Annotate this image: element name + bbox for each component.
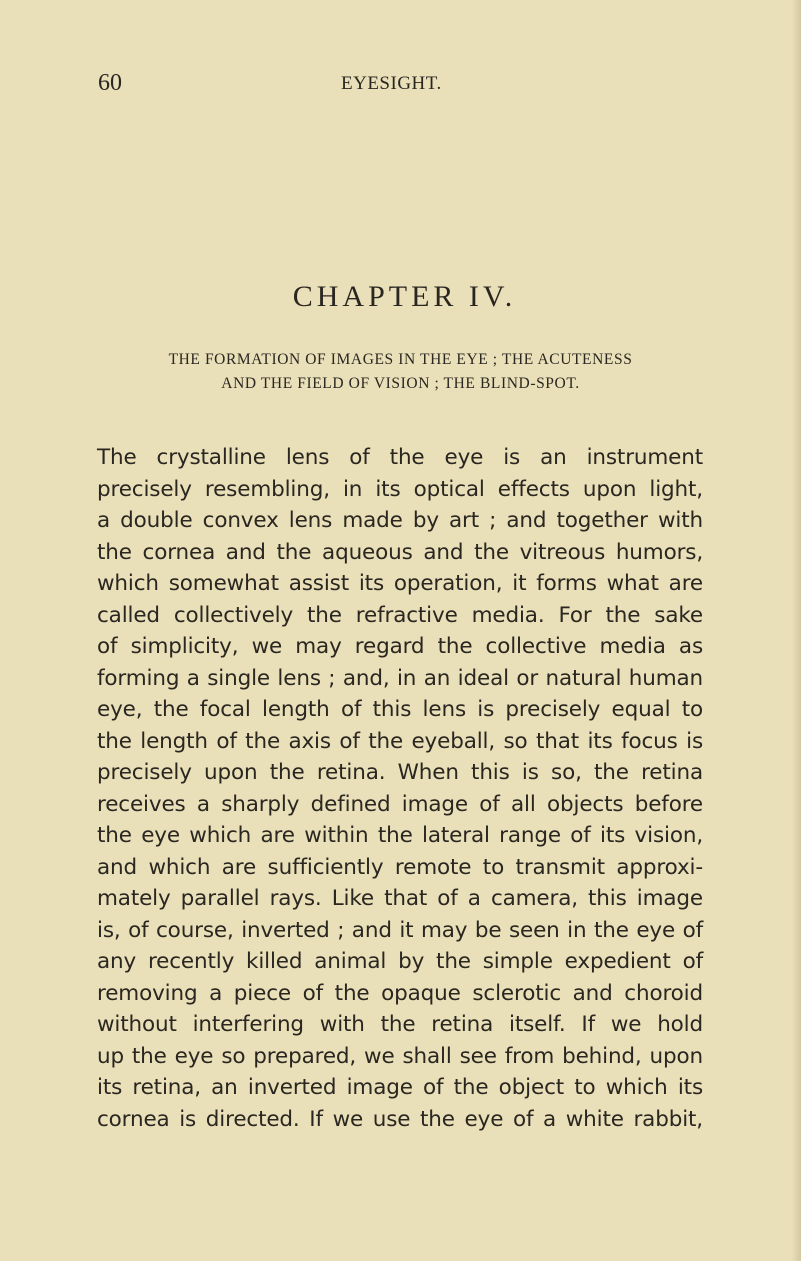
body-line: the eye which are within the lateral range of its vision,: [97, 823, 703, 848]
body-line: and which are sufficiently remote to transmit approxi-: [97, 854, 703, 880]
chapter-title: CHAPTER IV.: [292, 280, 517, 313]
running-head: EYESIGHT.: [341, 73, 442, 94]
body-line: forming a single lens ; and, in an ideal or natural human: [97, 665, 703, 691]
body-line: a double convex lens made by art ; and together with: [97, 508, 703, 533]
subtitle-line: AND THE FIELD OF VISION ; THE BLIND-SPOT.: [221, 375, 580, 392]
page-number: 60: [98, 70, 122, 96]
subtitle-line: THE FORMATION OF IMAGES IN THE EYE ; THE ACUTENESS: [168, 351, 633, 368]
body-line: mately parallel rays. Like that of a camera, this image: [97, 886, 703, 911]
body-line: up the eye so prepared, we shall see from behind, upon: [97, 1043, 703, 1069]
body-line: cornea is directed. If we use the eye of a white rabbit,: [97, 1106, 703, 1132]
body-line: which somewhat assist its operation, it forms what are: [97, 571, 703, 596]
body-line: its retina, an inverted image of the object to which its: [97, 1075, 703, 1100]
body-line: receives a sharply defined image of all objects before: [97, 791, 703, 817]
body-line: is, of course, inverted ; and it may be seen in the eye of: [97, 917, 703, 943]
body-line: of simplicity, we may regard the collective media as: [97, 634, 703, 659]
body-line: the cornea and the aqueous and the vitreous humors,: [97, 539, 703, 565]
chapter-subtitle: [98, 348, 703, 396]
body-line: any recently killed animal by the simple expedient of: [97, 949, 703, 974]
body-line: without interfering with the retina itself. If we hold: [97, 1012, 703, 1037]
body-line: eye, the focal length of this lens is precisely equal to: [97, 697, 703, 722]
body-line: removing a piece of the opaque sclerotic and choroid: [97, 980, 703, 1006]
body-line: precisely upon the retina. When this is so, the retina: [97, 760, 703, 785]
body-line: precisely resembling, in its optical effects upon light,: [97, 476, 703, 502]
body-line: called collectively the refractive media. For the sake: [97, 602, 703, 628]
body-line: the length of the axis of the eyeball, so that its focus is: [97, 728, 703, 754]
page-header: [98, 70, 698, 100]
body-paragraph: [97, 442, 703, 1135]
body-line: The crystalline lens of the eye is an instrument: [97, 445, 703, 470]
